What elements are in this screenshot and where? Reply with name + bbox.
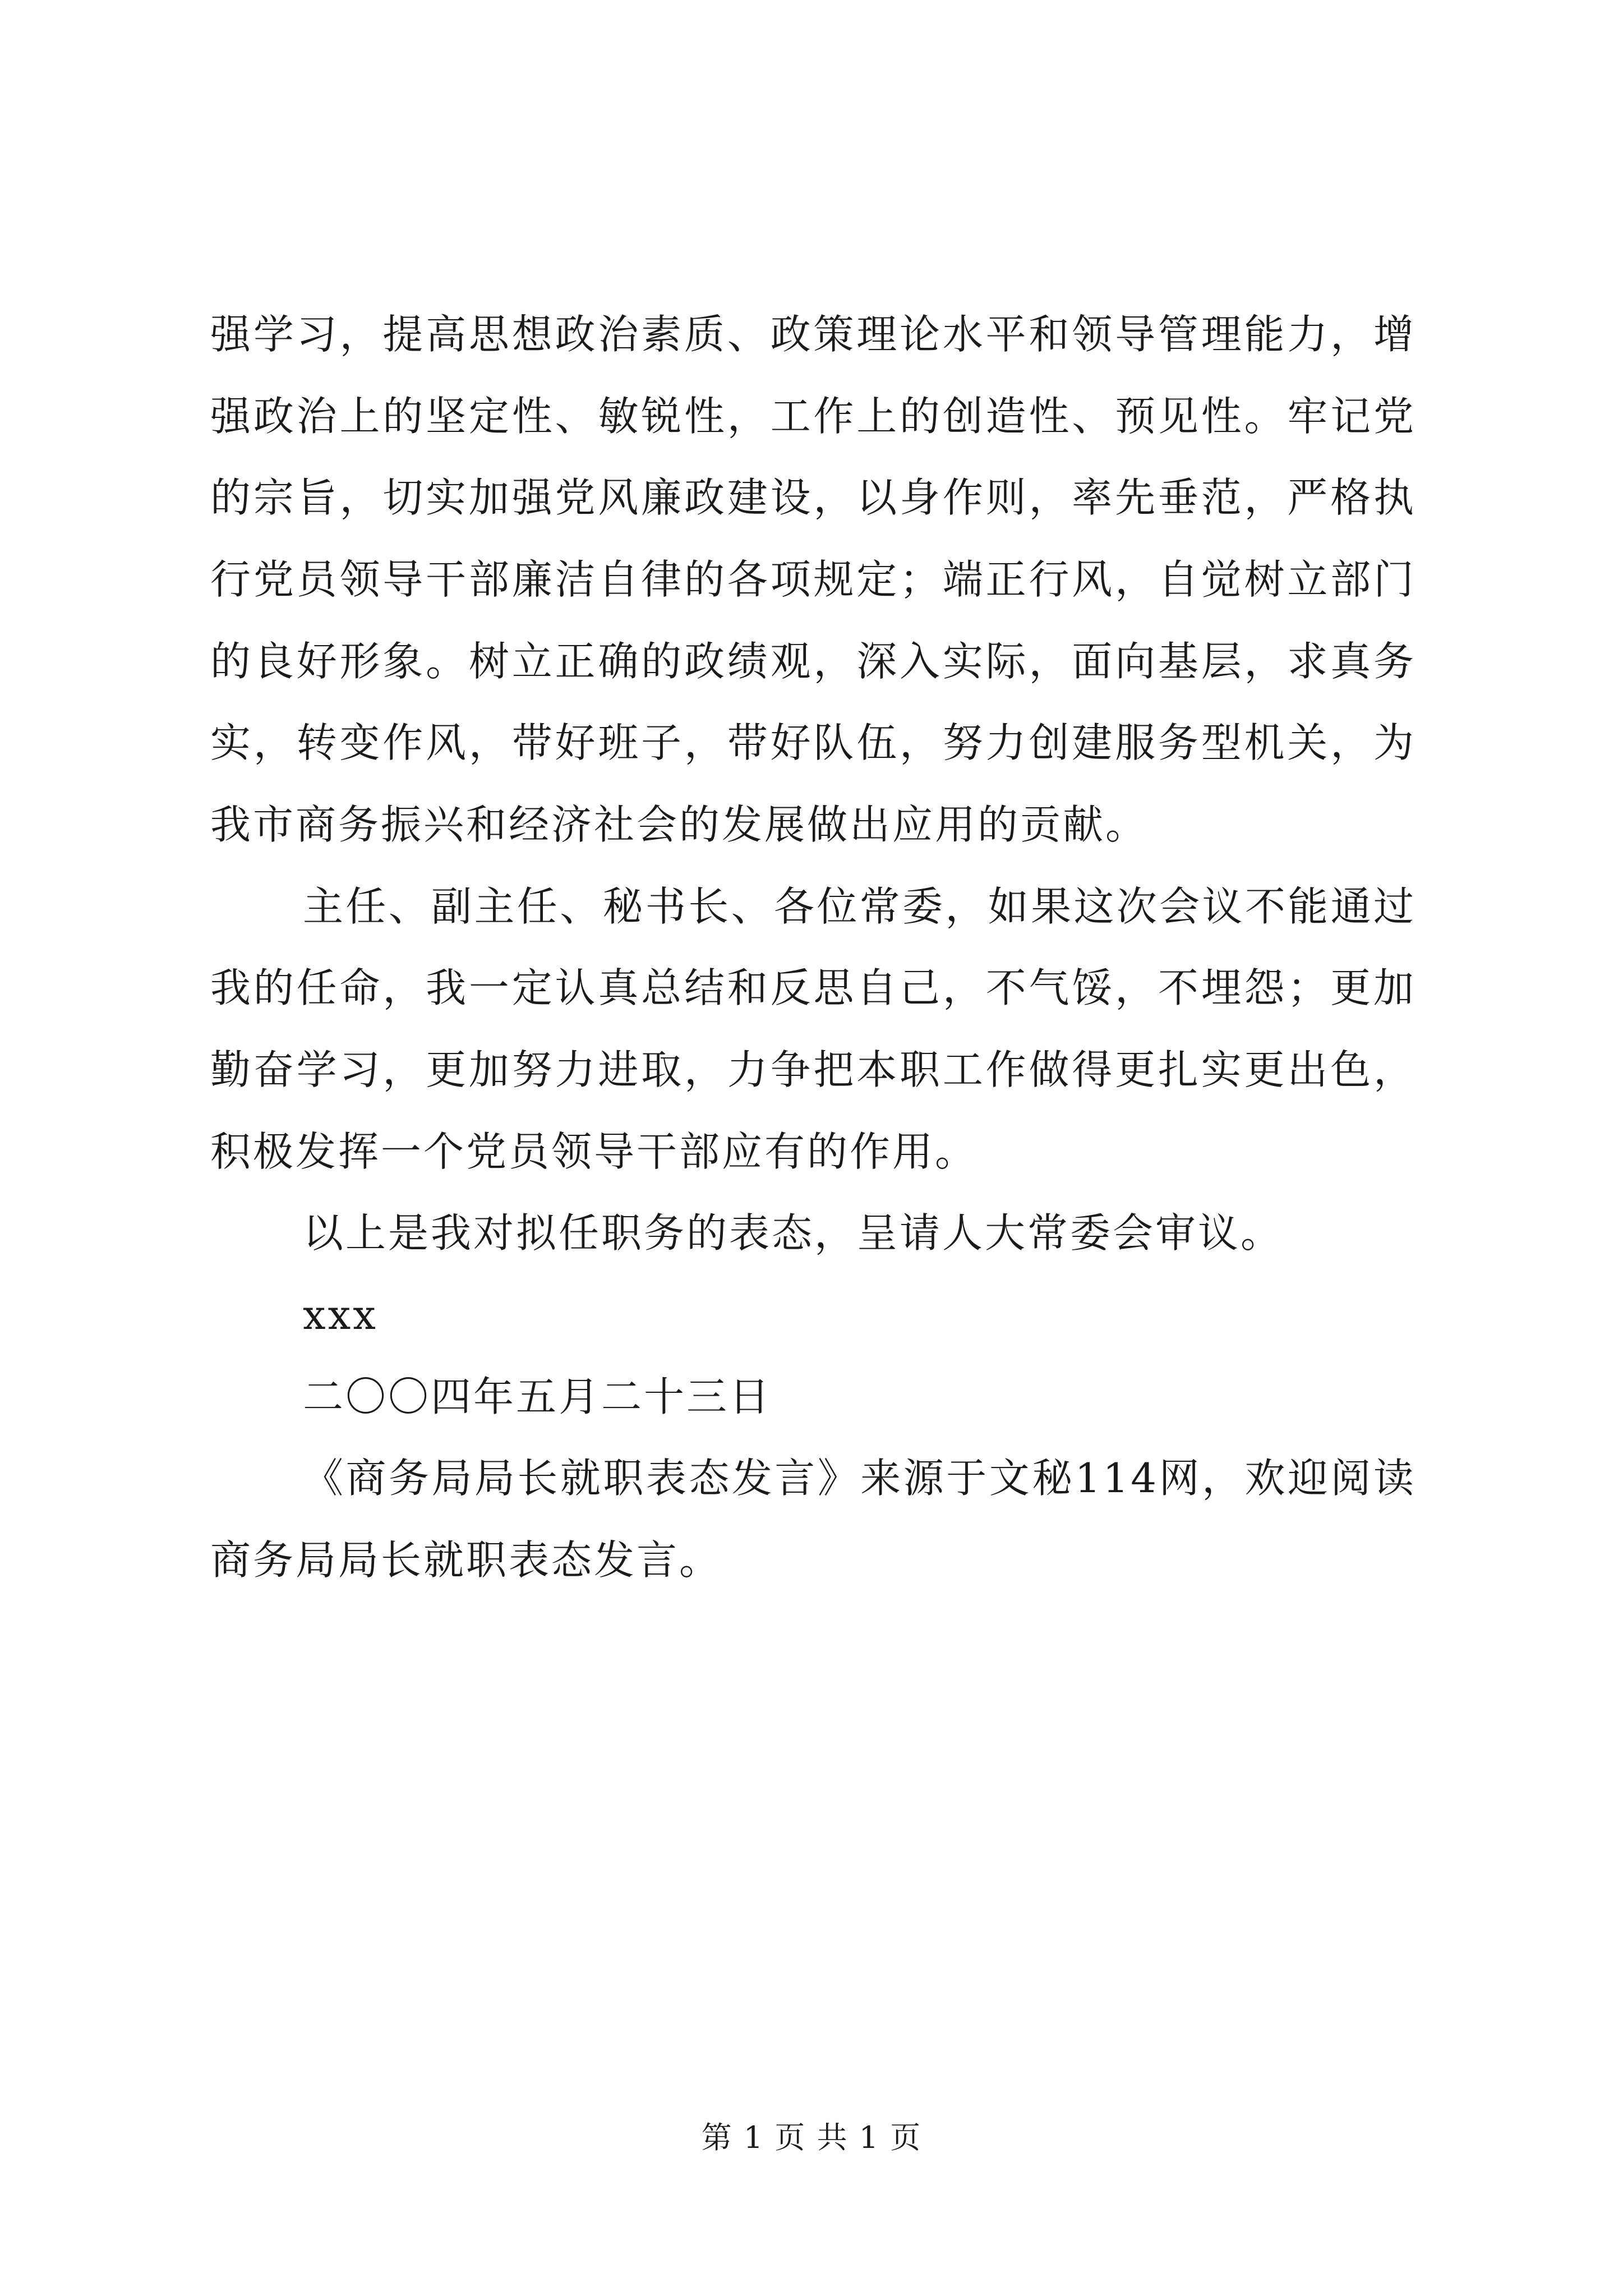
paragraph-line: 强学习，提高思想政治素质、政策理论水平和领导管理能力，增 — [210, 311, 1416, 358]
paragraph-line: 强政治上的坚定性、敏锐性，工作上的创造性、预见性。牢记党 — [210, 393, 1416, 440]
paragraph-line: 我市商务振兴和经济社会的发展做出应用的贡献。 — [210, 801, 1149, 848]
signature-date: 二〇〇四年五月二十三日 — [303, 1373, 772, 1420]
signature-name: xxx — [303, 1291, 378, 1338]
source-note-line: 《商务局局长就职表态发言》来源于文秘114网，欢迎阅读 — [303, 1455, 1416, 1502]
paragraph-line: 行党员领导干部廉洁自律的各项规定；端正行风，自觉树立部门 — [210, 556, 1416, 603]
paragraph-line: 积极发挥一个党员领导干部应有的作用。 — [210, 1128, 978, 1175]
paragraph-line: 主任、副主任、秘书长、各位常委，如果这次会议不能通过 — [303, 883, 1416, 930]
paragraph-line: 的良好形象。树立正确的政绩观，深入实际，面向基层，求真务 — [210, 638, 1416, 685]
page-footer: 第 1 页 共 1 页 — [701, 2120, 922, 2155]
source-note-line: 商务局局长就职表态发言。 — [210, 1536, 722, 1584]
paragraph-line: 实，转变作风，带好班子，带好队伍，努力创建服务型机关，为 — [210, 719, 1416, 766]
paragraph-line: 的宗旨，切实加强党风廉政建设，以身作则，率先垂范，严格执 — [210, 474, 1416, 521]
paragraph-line: 我的任命，我一定认真总结和反思自己，不气馁，不埋怨；更加 — [210, 964, 1416, 1011]
paragraph-line: 勤奋学习，更加努力进取，力争把本职工作做得更扎实更出色， — [210, 1046, 1416, 1093]
paragraph-line: 以上是我对拟任职务的表态，呈请人大常委会审议。 — [303, 1209, 1284, 1257]
